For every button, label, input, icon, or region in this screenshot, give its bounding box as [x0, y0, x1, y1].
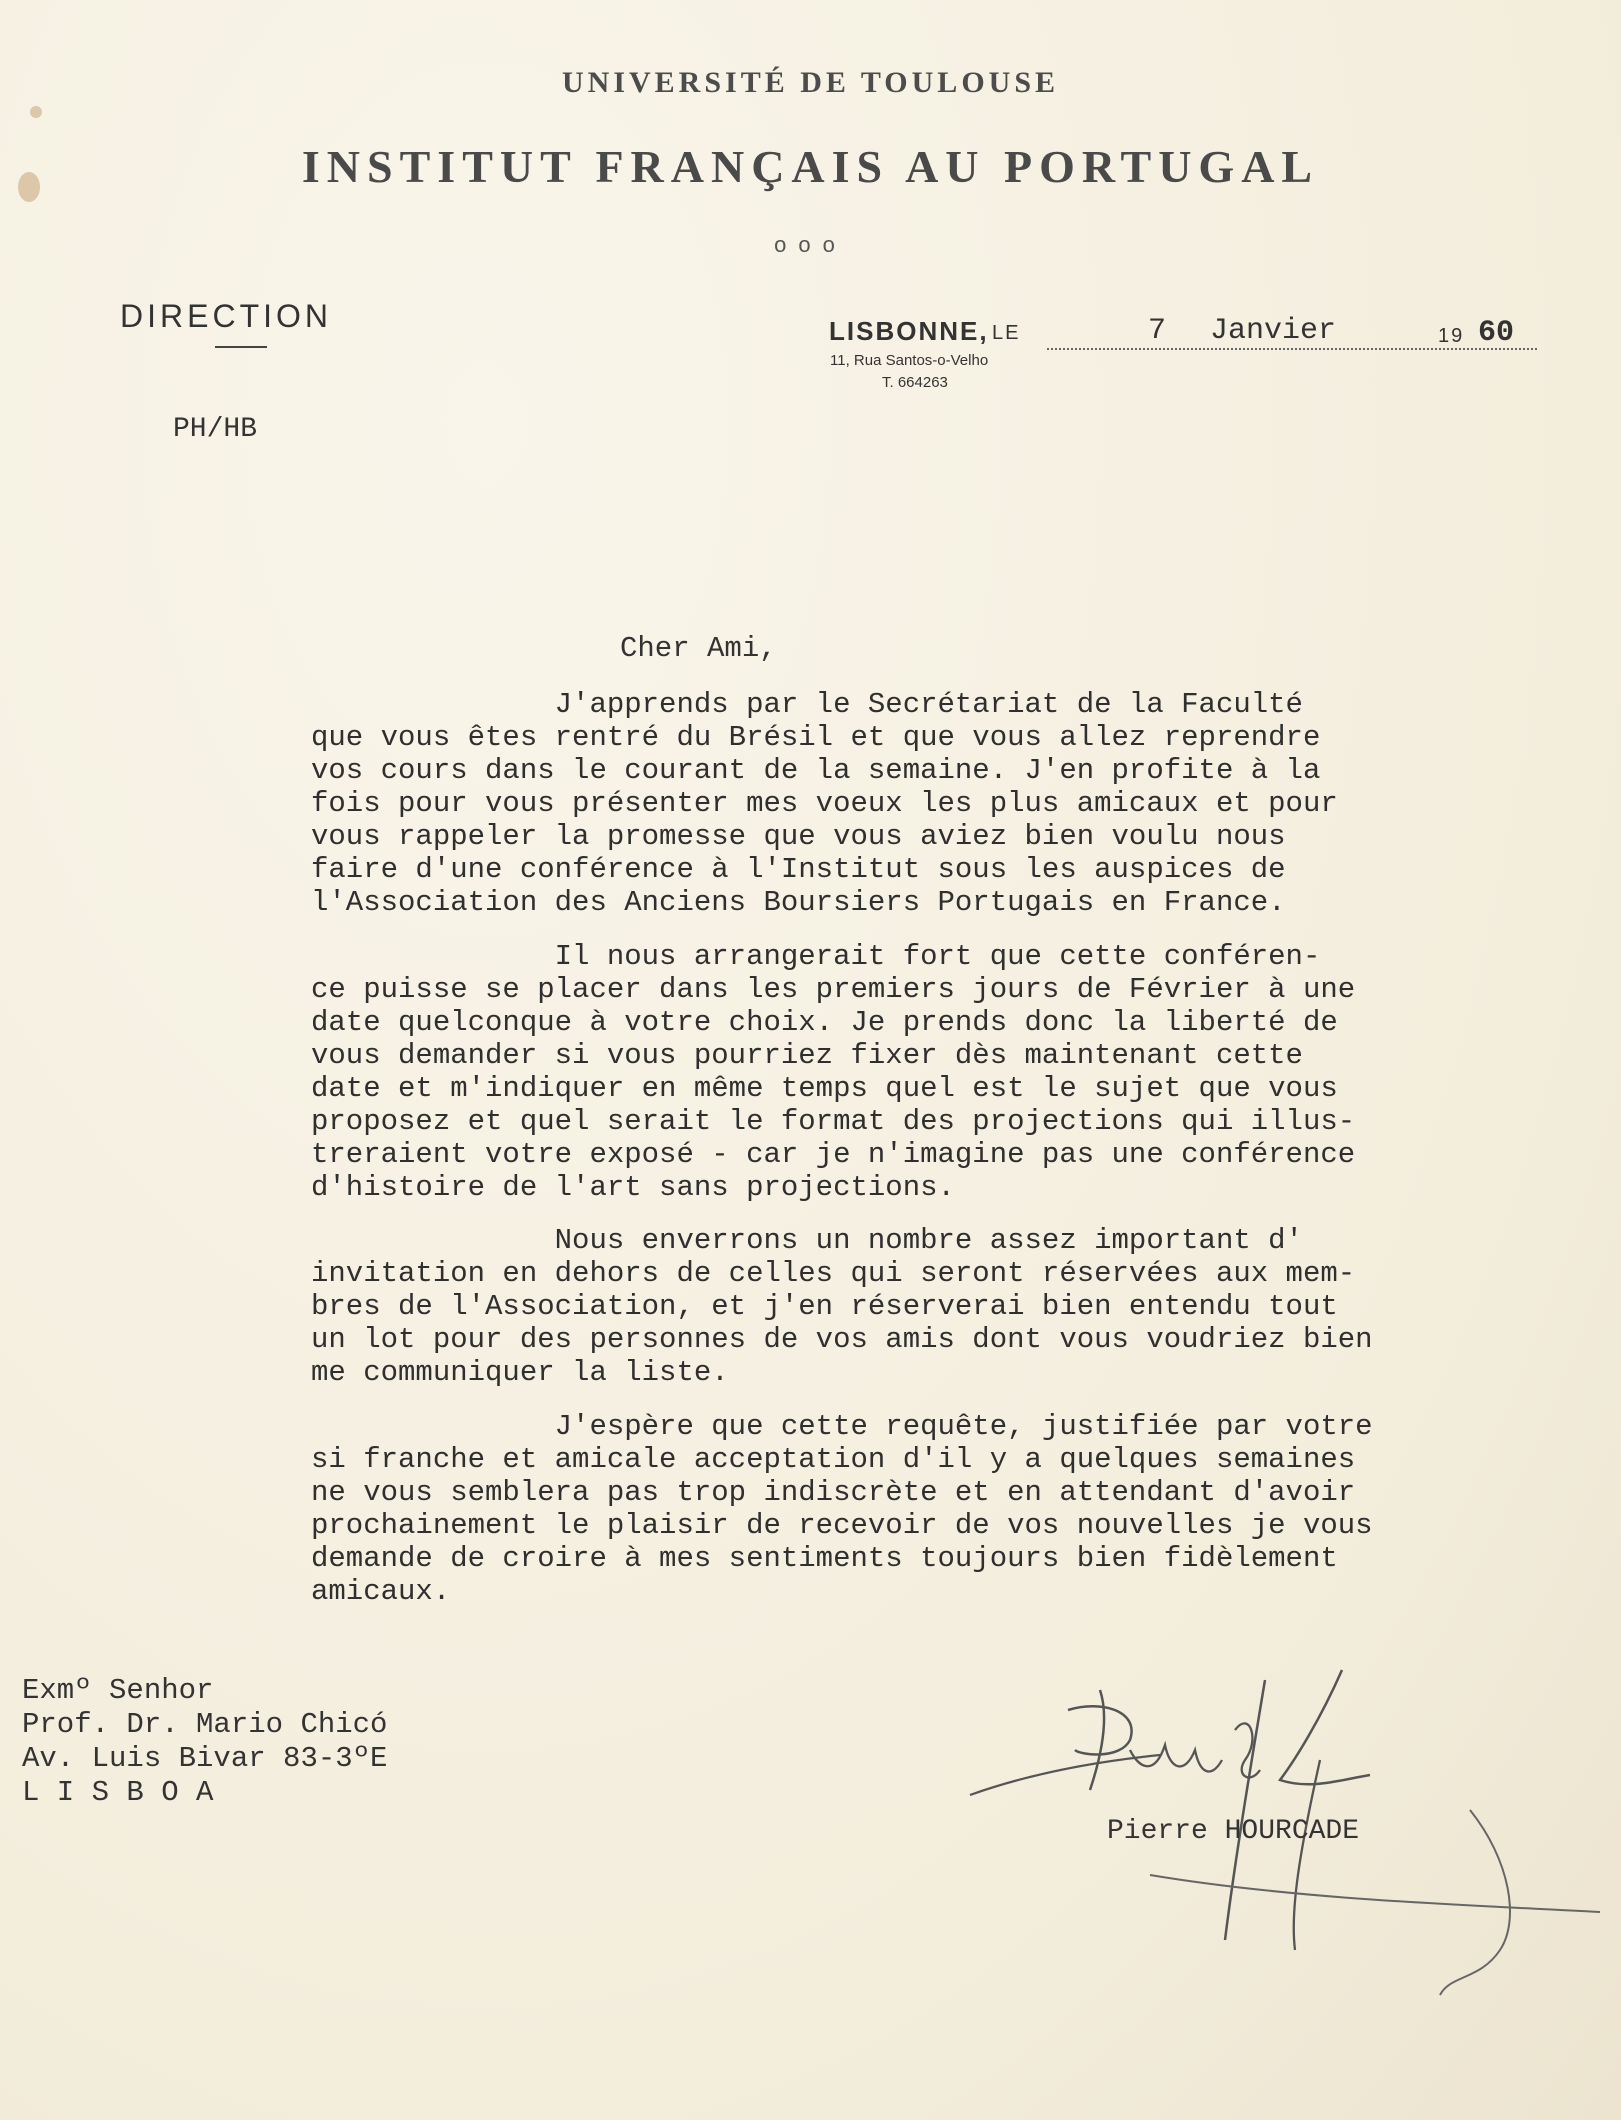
paper-stain — [30, 106, 42, 118]
body-paragraph: J'apprends par le Secrétariat de la Faculté que vous êtes rentré du Brésil et que vous allez reprendre vos cours dans le courant de la semaine. J'en profite à la fois pour vous présenter mes voeux les plus amicaux et pour vous rappeler la promesse que vous aviez bien voulu nous faire d'une conférence à l'Institut sous les auspices de l'Association des Anciens Boursiers Portugais en France. — [311, 688, 1338, 919]
letterhead-institute: INSTITUT FRANÇAIS AU PORTUGAL — [301, 141, 1320, 192]
body-paragraph: J'espère que cette requête, justifiée par votre si franche et amicale acceptation d'il y a quelques semaines ne vous semblera pas trop indiscrète et en attendant d'avoir prochainement le plaisir de recevoir de vos nouvelles je vous demande de croire à mes sentiments toujours bien fidèlement amicaux. — [311, 1410, 1373, 1608]
reference-initials: PH/HB — [173, 414, 258, 445]
date-day: 7 — [1148, 314, 1167, 348]
place-city: LISBONNE, — [829, 316, 989, 346]
date-century: 19 — [1438, 325, 1465, 347]
date-month: Janvier — [1210, 314, 1337, 348]
salutation: Cher Ami, — [620, 632, 777, 665]
handwritten-signature — [950, 1650, 1610, 2050]
institute-phone: T. 664263 — [882, 374, 948, 391]
body-paragraph: Nous enverrons un nombre assez important d' invitation en dehors de celles qui seront réservées aux mem- bres de l'Association, et j'en réserverai bien entendu tout un lot pour des personnes de vos amis dont vous voudriez bien me communiquer la liste. — [311, 1224, 1373, 1389]
body-paragraph: Il nous arrangerait fort que cette conféren- ce puisse se placer dans les premiers jours de Février à une date quelconque à votre choix. Je prends donc la liberté de vous demander si vous pourriez fixer dès maintenant cette date et m'indiquer en même temps quel est le sujet que vous proposez et quel serait le format des projections qui illus- treraient votre exposé - car je n'imagine pas une conférence d'histoire de l'art sans projections. — [311, 940, 1356, 1204]
date-dotted-line — [1047, 348, 1537, 350]
letterhead-ornament: ooo — [774, 232, 847, 257]
department-underline — [215, 346, 267, 348]
letterhead-university: UNIVERSITÉ DE TOULOUSE — [561, 66, 1060, 99]
date-le-label: LE — [992, 322, 1021, 344]
recipient-address: Exmº Senhor Prof. Dr. Mario Chicó Av. Luis Bivar 83-3ºE L I S B O A — [22, 1674, 388, 1809]
institute-address: 11, Rua Santos-o-Velho — [830, 352, 989, 369]
department-label: DIRECTION — [120, 298, 332, 334]
signatory-name: Pierre HOURCADE — [1107, 1816, 1360, 1847]
date-year: 60 — [1478, 316, 1515, 350]
